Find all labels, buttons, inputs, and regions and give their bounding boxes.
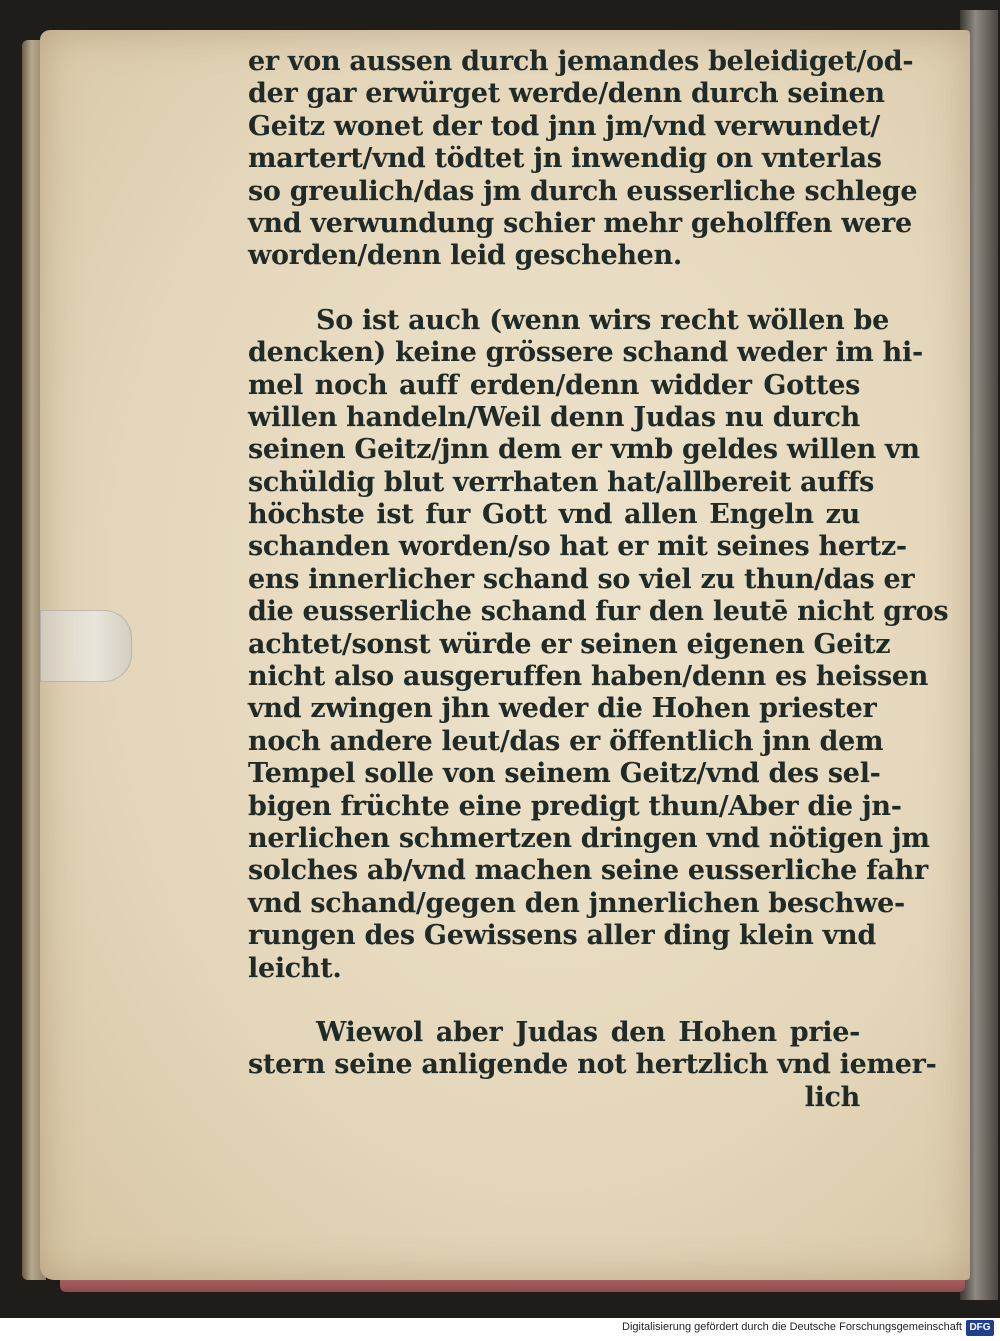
text-line: vnd zwingen jhn weder die Hohen priester <box>248 693 877 725</box>
text-line: ens innerlicher schand so viel zu thun/das er <box>248 563 915 595</box>
text-line: noch andere leut/das er öffentlich jnn dem <box>248 725 884 757</box>
dfg-logo-icon: DFG <box>966 1320 994 1336</box>
text-line: er von aussen durch jemandes beleidiget/od- <box>248 46 914 77</box>
text-line: so greulich/das jm durch eusserliche schlege <box>248 175 918 207</box>
page-text <box>248 46 949 1114</box>
text-line: seinen Geitz/jnn dem er vmb geldes willen vn <box>248 434 920 466</box>
text-line: vnd schand/gegen den jnnerlichen beschwe- <box>248 887 905 919</box>
text-line: stern seine anligende not hertzlich vnd iemer- <box>248 1049 937 1081</box>
text-line: Tempel solle von seinem Geitz/vnd des sel- <box>248 758 881 790</box>
text-line: worden/denn leid geschehen. <box>248 240 682 272</box>
text-line: rungen des Gewissens aller ding klein vnd <box>248 920 876 952</box>
text-line: Wiewol aber Judas den Hohen prie- <box>316 1016 860 1048</box>
text-line: leicht. <box>248 952 342 984</box>
paragraph-2 <box>248 304 949 985</box>
text-line: Geitz wonet der tod jnn jm/vnd verwundet/ <box>248 110 880 142</box>
text-line: nerlichen schmertzen dringen vnd nötigen jm <box>248 822 930 854</box>
text-line: willen handeln/Weil denn Judas nu durch <box>248 401 860 433</box>
text-line: vnd verwundung schier mehr geholffen were <box>248 207 912 239</box>
paragraph-gap <box>248 273 860 305</box>
text-line: dencken) keine grössere schand weder im hi- <box>248 337 923 369</box>
text-line: bigen früchte eine predigt thun/Aber die jn- <box>248 790 902 822</box>
text-line: nicht also ausgeruffen haben/denn es heissen <box>248 661 929 693</box>
text-line: mel noch auff erden/denn widder Gottes <box>248 369 860 401</box>
paragraph-1 <box>248 46 918 273</box>
bookmark-clip <box>40 610 132 682</box>
text-line: martert/vnd tödtet jn inwendig on vnterlas <box>248 143 882 175</box>
text-line: achtet/sonst würde er seinen eigenen Geitz <box>248 628 891 660</box>
text-line: So ist auch (wenn wirs recht wöllen be <box>316 304 889 336</box>
text-line: der gar erwürget werde/denn durch seinen <box>248 78 885 110</box>
paragraph-gap <box>248 985 860 1017</box>
text-line: schüldig blut verrhaten hat/allbereit auffs <box>248 466 875 498</box>
catchword: lich <box>804 1081 860 1113</box>
text-line: die eusserliche schand fur den leutē nicht gros <box>248 596 949 628</box>
paragraph-3 <box>248 1016 937 1082</box>
text-line: höchste ist fur Gott vnd allen Engeln zu <box>248 499 860 531</box>
text-line: solches ab/vnd machen seine eusserliche fahr <box>248 855 928 887</box>
text-line: schanden worden/so hat er mit seines hertz- <box>248 531 907 563</box>
funding-credit: Digitalisierung gefördert durch die Deutsche Forschungsgemeinschaft <box>622 1321 962 1333</box>
